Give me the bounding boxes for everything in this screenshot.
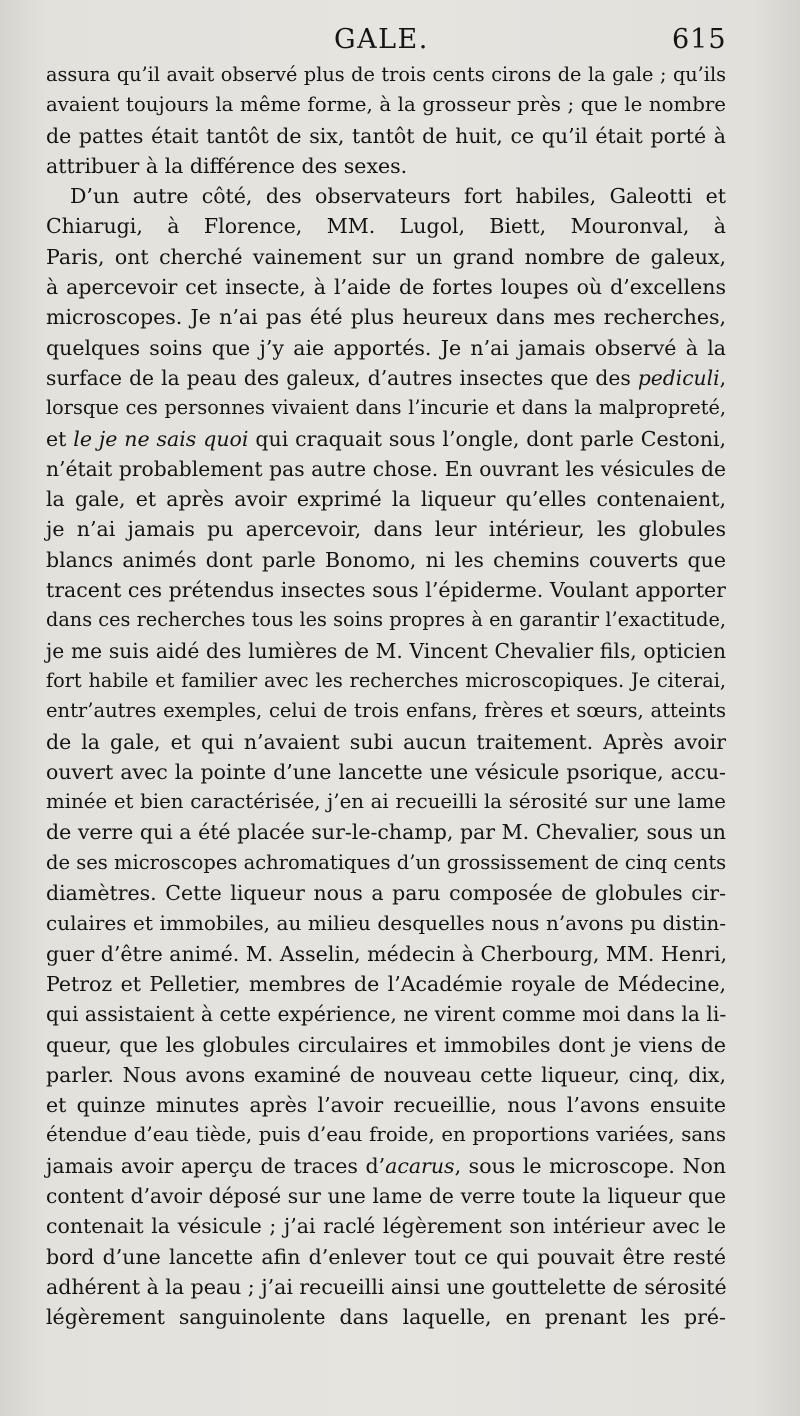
text-line: Petroz et Pelletier, membres de l’Académie royale de Médecine, — [46, 971, 726, 996]
text-line: et le je ne sais quoi qui craquait sous l’ongle, dont parle Cestoni, — [46, 426, 726, 451]
text-line: étendue d’eau tiède, puis d’eau froide, en proportions variées, sans — [46, 1123, 726, 1147]
text-line: bord d’une lancette afin d’enlever tout ce qui pouvait être resté — [46, 1244, 726, 1269]
text-line: content d’avoir déposé sur une lame de verre toute la liqueur que — [46, 1183, 726, 1208]
running-head — [0, 22, 800, 58]
text-line: à apercevoir cet insecte, à l’aide de fortes loupes où d’excellens — [46, 275, 726, 300]
text-line: je me suis aidé des lumières de M. Vincent Chevalier fils, opticien — [46, 638, 726, 663]
text-line: de verre qui a été placée sur-le-champ, par M. Chevalier, sous un — [46, 820, 726, 845]
text-line: lorsque ces personnes vivaient dans l’incurie et dans la malpropreté, — [46, 396, 726, 420]
text-line: D’un autre côté, des observateurs fort habiles, Galeotti et — [70, 184, 726, 209]
text-line: adhérent à la peau ; j’ai recueilli ainsi une gouttelette de sérosité — [46, 1274, 727, 1299]
text-line: de la gale, et qui n’avaient subi aucun traitement. Après avoir — [46, 729, 726, 754]
text-line: de pattes était tantôt de six, tantôt de huit, ce qu’il était porté à — [46, 123, 726, 148]
text-line: assura qu’il avait observé plus de trois cents cirons de la gale ; qu’ils — [46, 63, 726, 86]
text-line: qui assistaient à cette expérience, ne virent comme moi dans la li- — [46, 1002, 727, 1027]
text-line: queur, que les globules circulaires et immobiles dont je viens de — [46, 1032, 726, 1057]
text-line: culaires et immobiles, au milieu desquelles nous n’avons pu distin- — [46, 911, 726, 936]
text-line: et quinze minutes après l’avoir recueillie, nous l’avons ensuite — [46, 1093, 726, 1118]
text-line: n’était probablement pas autre chose. En ouvrant les vésicules de — [46, 456, 726, 481]
page-number: 615 — [672, 24, 727, 55]
text-line: contenait la vésicule ; j’ai raclé légèrement son intérieur avec le — [46, 1214, 726, 1239]
text-line: quelques soins que j’y aie apportés. Je n’ai jamais observé à la — [46, 335, 726, 360]
body-text — [46, 60, 726, 1332]
text-line: minée et bien caractérisée, j’en ai recueilli la sérosité sur une lame — [46, 790, 726, 814]
text-line: surface de la peau des galeux, d’autres insectes que des pediculi, — [46, 365, 726, 390]
text-line: légèrement sanguinolente dans laquelle, en prenant les pré- — [46, 1305, 726, 1330]
text-line: fort habile et familier avec les recherches microscopiques. Je citerai, — [46, 668, 726, 692]
text-line: jamais avoir aperçu de traces d’acarus, sous le microscope. Non — [46, 1153, 726, 1178]
text-line: parler. Nous avons examiné de nouveau cette liqueur, cinq, dix, — [46, 1062, 726, 1087]
text-line: blancs animés dont parle Bonomo, ni les chemins couverts que — [46, 547, 726, 572]
text-line: ouvert avec la pointe d’une lancette une vésicule psorique, accu- — [46, 759, 726, 784]
text-line: entr’autres exemples, celui de trois enfans, frères et sœurs, atteints — [46, 699, 726, 723]
text-line: attribuer à la différence des sexes. — [46, 153, 408, 178]
text-line: tracent ces prétendus insectes sous l’épiderme. Voulant apporter — [46, 578, 726, 603]
text-line: avaient toujours la même forme, à la grosseur près ; que le nombre — [46, 93, 726, 117]
text-line: Chiarugi, à Florence, MM. Lugol, Biett, Mouronval, à — [46, 214, 726, 239]
running-title: GALE. — [334, 24, 429, 55]
text-line: la gale, et après avoir exprimé la liqueur qu’elles contenaient, — [46, 487, 726, 512]
text-line: je n’ai jamais pu apercevoir, dans leur intérieur, les globules — [46, 517, 726, 542]
text-line: de ses microscopes achromatiques d’un grossissement de cinq cents — [46, 850, 727, 874]
text-line: Paris, ont cherché vainement sur un grand nombre de galeux, — [46, 244, 726, 269]
text-line: dans ces recherches tous les soins propres à en garantir l’exactitude, — [46, 608, 726, 632]
text-line: diamètres. Cette liqueur nous a paru composée de globules cir- — [46, 881, 726, 906]
text-line: guer d’être animé. M. Asselin, médecin à Cherbourg, MM. Henri, — [46, 941, 728, 966]
text-line: microscopes. Je n’ai pas été plus heureux dans mes recherches, — [46, 305, 726, 330]
